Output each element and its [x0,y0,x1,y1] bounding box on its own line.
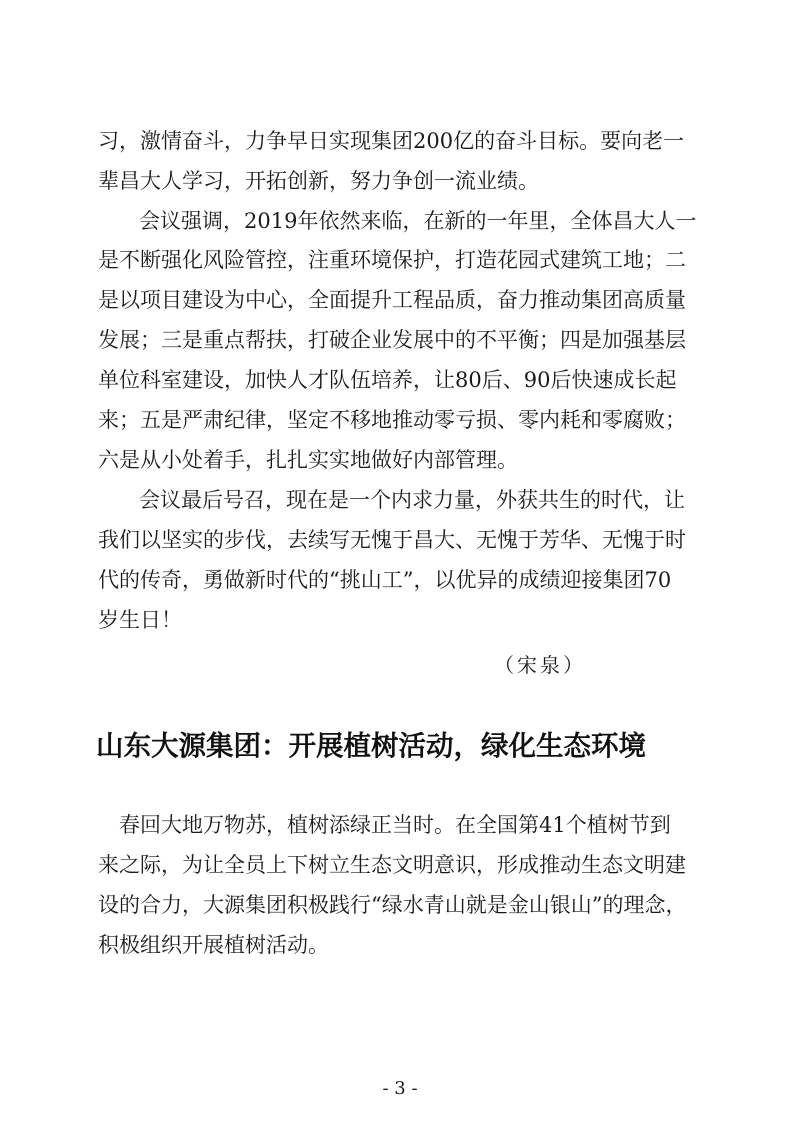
author-byline: （宋泉） [494,653,586,677]
paragraph-4-line: 设的合力，大源集团积极践行“绿水青山就是金山银山”的理念， [98,893,687,917]
page-number: - 3 - [382,1078,418,1099]
paragraph-2-line: 会议强调，2019年依然来临，在新的一年里，全体昌大人一 [139,209,697,233]
paragraph-3-line: 我们以坚实的步伐，去续写无愧于昌大、无愧于芳华、无愧于时 [98,528,686,552]
paragraph-3-line: 岁生日！ [98,608,182,632]
paragraph-2-line: 是以项目建设为中心，全面提升工程品质，奋力推动集团高质量 [98,288,686,312]
paragraph-4-line: 积极组织开展植树活动。 [98,933,329,957]
paragraph-2-line: 单位科室建设，加快人才队伍培养，让80后、90后快速成长起 [98,368,677,392]
article-headline: 山东大源集团：开展植树活动，绿化生态环境 [96,730,646,762]
paragraph-2-line: 来；五是严肃纪律，坚定不移地推动零亏损、零内耗和零腐败； [98,408,686,432]
paragraph-3-line: 会议最后号召，现在是一个内求力量，外获共生的时代，让 [139,488,685,512]
paragraph-4-line: 来之际，为让全员上下树立生态文明意识，形成推动生态文明建 [98,853,686,877]
paragraph-2-line: 六是从小处着手，扎扎实实地做好内部管理。 [98,448,518,472]
paragraph-4-line: 春回大地万物苏，植树添绿正当时。在全国第41个植树节到 [119,813,671,837]
paragraph-2-line: 是不断强化风险管控，注重环境保护，打造花园式建筑工地；二 [98,248,686,272]
paragraph-3-line: 代的传奇，勇做新时代的“挑山工”，以优异的成绩迎接集团70 [98,568,672,592]
paragraph-2-line: 发展；三是重点帮扶，打破企业发展中的不平衡；四是加强基层 [98,328,686,352]
paragraph-1-line: 习，激情奋斗，力争早日实现集团200亿的奋斗目标。要向老一 [98,129,685,153]
paragraph-1-line: 辈昌大人学习，开拓创新，努力争创一流业绩。 [98,169,539,193]
